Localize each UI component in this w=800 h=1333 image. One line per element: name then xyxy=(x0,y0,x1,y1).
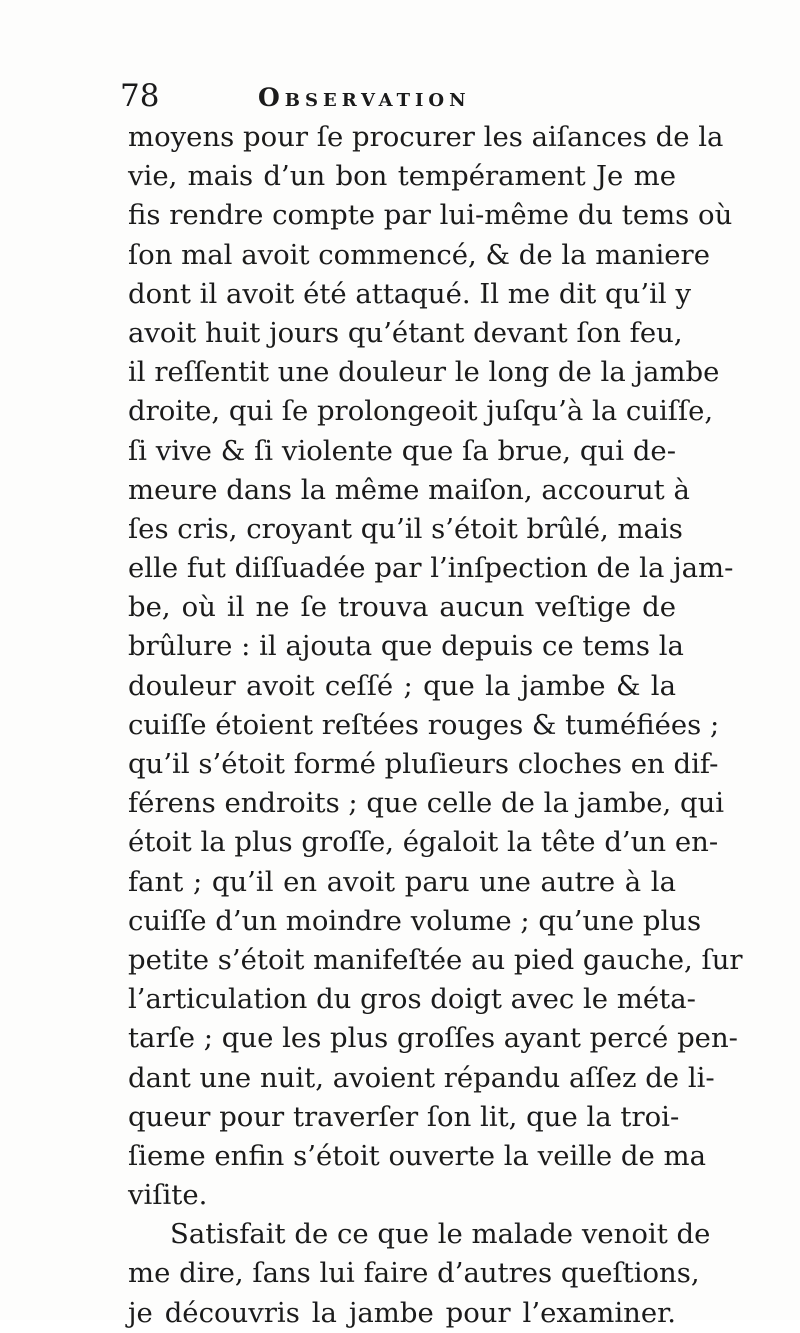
text-line: je découvris la jambe pour l’examiner. xyxy=(128,1296,676,1329)
text-line: dant une nuit, avoient répandu aſſez de li- xyxy=(128,1061,715,1094)
text-line: ſon mal avoit commencé, & de la maniere xyxy=(128,238,710,271)
text-line: be, où il ne ſe trouva aucun veſtige de xyxy=(128,591,676,624)
text-line: fis rendre compte par lui-même du tems où xyxy=(128,199,733,232)
text-line: ſes cris, croyant qu’il s’étoit brûlé, mais xyxy=(128,512,683,545)
text-line: douleur avoit ceſſé ; que la jambe & la xyxy=(128,669,676,702)
paragraph-start-line: Satisfait de ce que le malade venoit de xyxy=(170,1218,711,1251)
text-line: étoit la plus groſſe, égaloit la tête d’un en- xyxy=(128,826,719,859)
text-line: elle fut diſſuadée par l’inſpection de la jam- xyxy=(128,552,734,585)
text-line: petite s’étoit manifeſtée au pied gauche, ſur xyxy=(128,943,743,976)
text-line: fant ; qu’il en avoit paru une autre à la xyxy=(128,865,676,898)
text-line: ſieme enfin s’étoit ouverte la veille de ma xyxy=(128,1139,706,1172)
text-line: droite, qui ſe prolongeoit juſqu’à la cuiſſe, xyxy=(128,395,714,428)
body-text xyxy=(128,118,743,1333)
paragraph-end-line: viſite. xyxy=(128,1179,208,1212)
text-line: avoit huit jours qu’étant devant ſon feu, xyxy=(128,316,683,349)
text-line: cuiſſe étoient reſtées rouges & tuméfiées ; xyxy=(128,708,720,741)
text-line: il reſſentit une douleur le long de la jambe xyxy=(128,356,720,389)
running-head: Observation xyxy=(258,83,471,112)
text-line: moyens pour ſe procurer les aiſances de la xyxy=(128,121,724,153)
text-line: qu’il s’étoit formé pluſieurs cloches en dif- xyxy=(128,748,719,780)
page-header xyxy=(120,76,680,116)
text-line: férens endroits ; que celle de la jambe, qui xyxy=(128,787,725,820)
text-line: vie, mais d’un bon tempérament Je me xyxy=(128,160,676,193)
text-line: queur pour traverſer ſon lit, que la troi- xyxy=(128,1100,680,1133)
text-line: l’articulation du gros doigt avec le méta- xyxy=(128,983,696,1016)
text-line: cuiſſe d’un moindre volume ; qu’une plus xyxy=(128,904,702,937)
page-number: 78 xyxy=(120,78,160,114)
text-line: tarſe ; que les plus groſſes ayant percé pen- xyxy=(128,1022,738,1055)
text-line: ſi vive & ſi violente que ſa brue, qui de- xyxy=(128,434,676,467)
text-line: brûlure : il ajouta que depuis ce tems la xyxy=(128,630,684,663)
text-line: me dire, ſans lui faire d’autres queſtions, xyxy=(128,1257,700,1290)
text-line: meure dans la même maiſon, accourut à xyxy=(128,473,690,506)
text-line: dont il avoit été attaqué. Il me dit qu’il y xyxy=(128,277,691,310)
